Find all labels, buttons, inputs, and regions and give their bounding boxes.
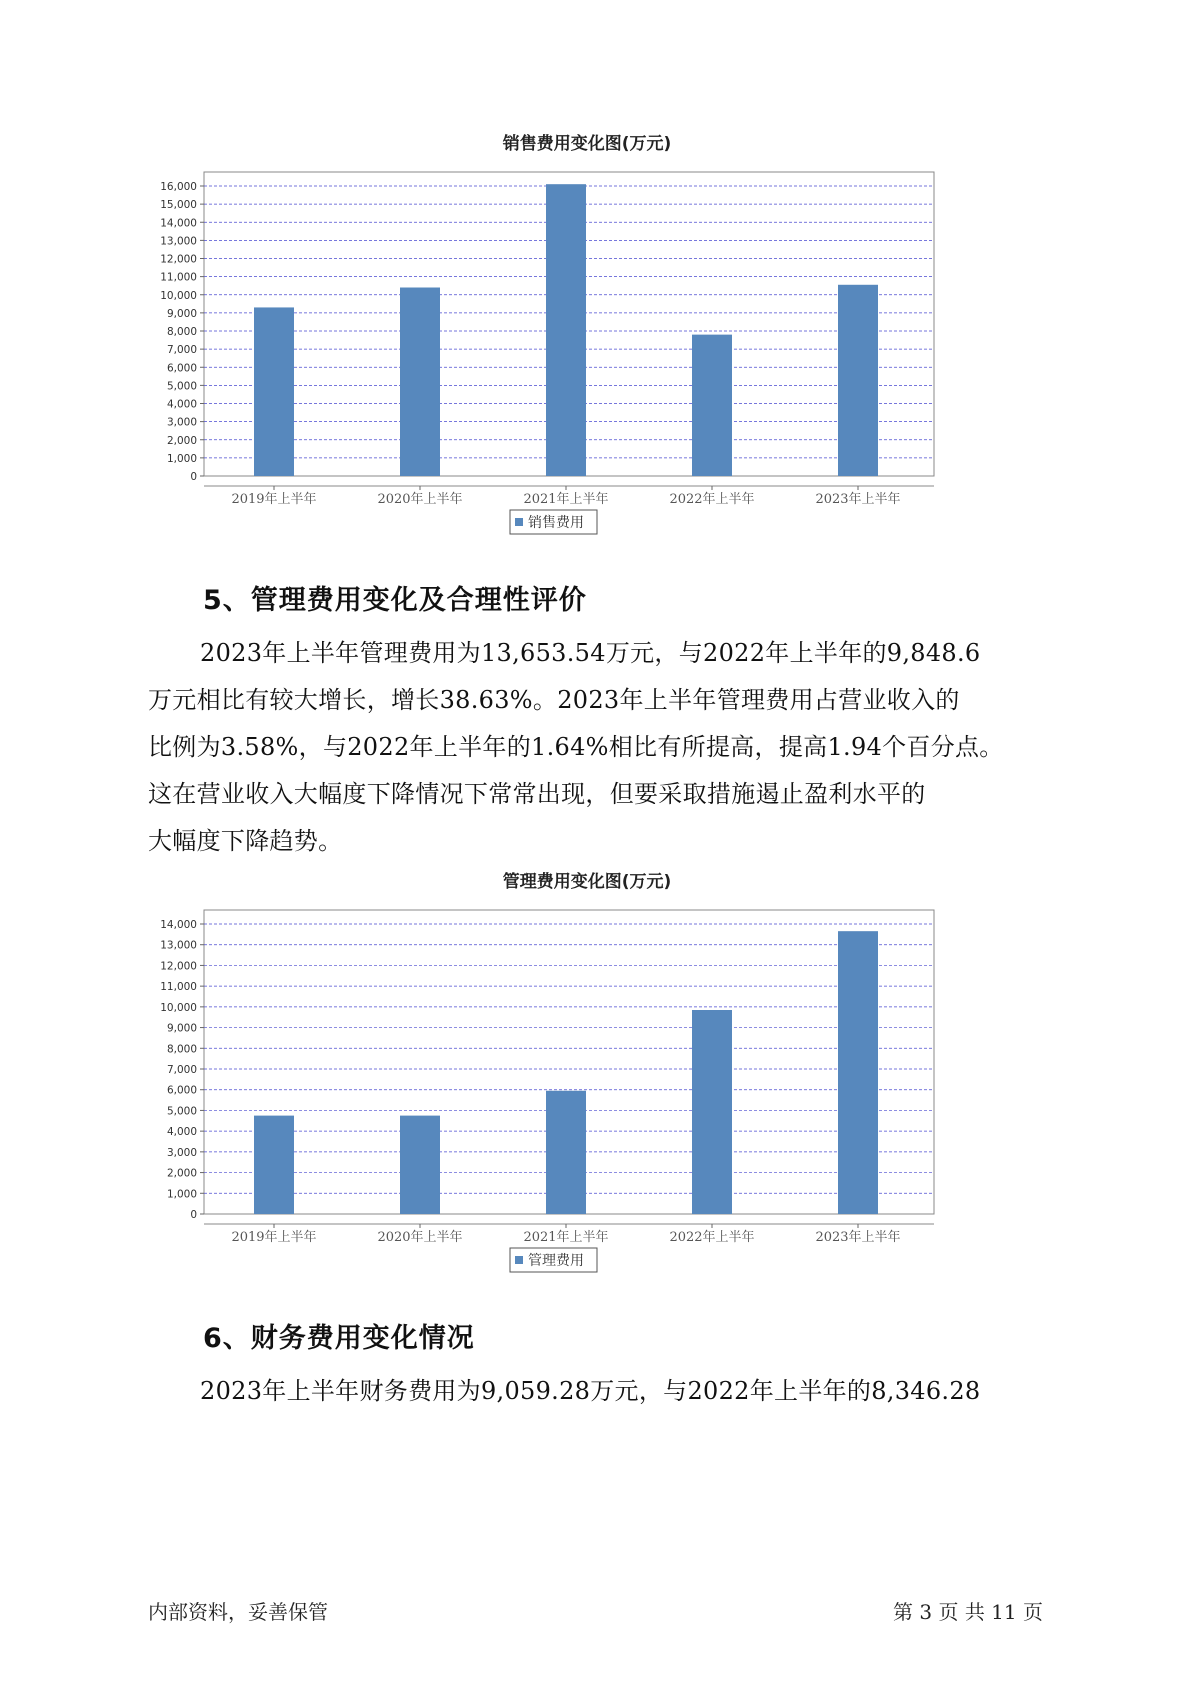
bar-2020年上半年 [400, 288, 440, 477]
y-tick-label: 12,000 [160, 253, 197, 266]
section5-line-1: 2023年上半年管理费用为13,653.54万元，与2022年上半年的9,848.6 [200, 639, 981, 667]
bar-2019年上半年 [254, 307, 294, 476]
section5-line-4: 这在营业收入大幅度下降情况下常常出现，但要采取措施遏止盈利水平的 [148, 780, 926, 808]
y-tick-label: 11,000 [160, 271, 197, 284]
admin-expense-chart-svg [150, 858, 1030, 1288]
section5-heading: 5、管理费用变化及合理性评价 [203, 585, 587, 616]
y-tick-label: 0 [190, 1209, 197, 1221]
y-tick-label: 4,000 [166, 398, 197, 411]
y-tick-label: 1,000 [166, 1188, 197, 1201]
y-tick-label: 5,000 [166, 1105, 197, 1118]
chart-title: 管理费用变化图(万元) [502, 872, 672, 892]
y-tick-label: 16,000 [160, 181, 197, 193]
bar-2021年上半年 [546, 184, 586, 476]
x-category-label: 2019年上半年 [231, 1230, 317, 1245]
section5-line-2: 万元相比有较大增长，增长38.63%。2023年上半年管理费用占营业收入的 [148, 686, 960, 714]
footer-page-number: 第 3 页 共 11 页 [893, 1600, 1043, 1624]
bar-2023年上半年 [838, 285, 878, 476]
x-category-label: 2023年上半年 [815, 1230, 901, 1245]
y-tick-label: 5,000 [166, 380, 197, 393]
y-tick-label: 8,000 [166, 326, 197, 338]
y-tick-label: 8,000 [166, 1043, 197, 1056]
y-tick-label: 3,000 [166, 1146, 197, 1159]
y-tick-label: 13,000 [160, 235, 197, 248]
x-category-label: 2020年上半年 [377, 1230, 463, 1245]
y-tick-label: 2,000 [166, 1167, 197, 1180]
bar-2020年上半年 [400, 1116, 440, 1214]
x-category-label: 2019年上半年 [231, 492, 317, 507]
legend-label: 管理费用 [528, 1253, 584, 1269]
chart-legend [510, 510, 597, 534]
y-tick-label: 14,000 [160, 217, 197, 230]
x-category-label: 2022年上半年 [669, 1230, 755, 1245]
legend-label: 销售费用 [528, 515, 584, 531]
x-category-label: 2021年上半年 [523, 1230, 609, 1245]
y-tick-label: 4,000 [166, 1126, 197, 1139]
chart-legend [510, 1248, 597, 1272]
bar-2022年上半年 [692, 1010, 732, 1214]
x-category-label: 2023年上半年 [815, 492, 901, 507]
bar-2022年上半年 [692, 335, 732, 476]
y-tick-label: 3,000 [166, 416, 197, 429]
y-tick-label: 10,000 [160, 1001, 197, 1014]
bar-2023年上半年 [838, 931, 878, 1214]
sales-expense-chart-svg [150, 120, 1030, 550]
section6-paragraph [148, 1368, 1048, 1415]
sales-expense-chart [150, 120, 1030, 550]
section5-line-5: 大幅度下降趋势。 [148, 827, 343, 855]
y-tick-label: 14,000 [160, 919, 197, 931]
section6-line-1: 2023年上半年财务费用为9,059.28万元，与2022年上半年的8,346.28 [200, 1377, 981, 1405]
bar-2019年上半年 [254, 1116, 294, 1214]
footer-confidential-note: 内部资料，妥善保管 [148, 1600, 328, 1624]
x-category-label: 2022年上半年 [669, 492, 755, 507]
y-tick-label: 0 [190, 471, 197, 483]
y-tick-label: 2,000 [166, 434, 197, 447]
y-tick-label: 11,000 [160, 981, 197, 994]
y-tick-label: 1,000 [166, 452, 197, 465]
chart-title: 销售费用变化图(万元) [502, 134, 672, 154]
y-tick-label: 9,000 [166, 1022, 197, 1035]
x-category-label: 2021年上半年 [523, 492, 609, 507]
y-tick-label: 7,000 [166, 344, 197, 357]
y-tick-label: 10,000 [160, 289, 197, 302]
y-tick-label: 12,000 [160, 960, 197, 973]
y-tick-label: 13,000 [160, 939, 197, 952]
admin-expense-chart [150, 858, 1030, 1288]
legend-swatch [515, 1256, 523, 1264]
x-category-label: 2020年上半年 [377, 492, 463, 507]
y-tick-label: 9,000 [166, 307, 197, 320]
section5-paragraph [148, 630, 1048, 865]
y-tick-label: 6,000 [166, 1084, 197, 1097]
bar-2021年上半年 [546, 1091, 586, 1214]
section6-heading: 6、财务费用变化情况 [203, 1323, 475, 1354]
legend-swatch [515, 518, 523, 526]
y-tick-label: 6,000 [166, 362, 197, 375]
section5-line-3: 比例为3.58%，与2022年上半年的1.64%相比有所提高，提高1.94个百分点。 [148, 733, 1004, 761]
y-tick-label: 7,000 [166, 1064, 197, 1076]
y-tick-label: 15,000 [160, 199, 197, 212]
